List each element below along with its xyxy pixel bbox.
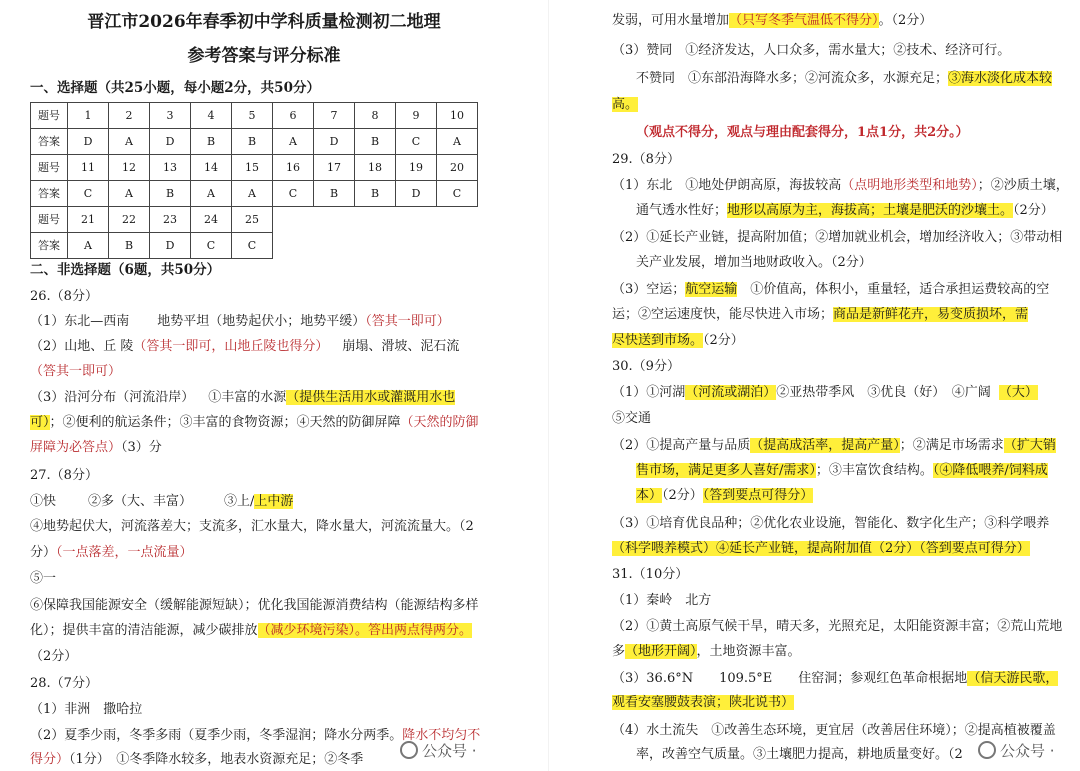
- watermark-right: [978, 740, 1055, 761]
- q30-title: 30.（9分）: [612, 359, 680, 374]
- table-cell: C: [437, 181, 478, 207]
- table-cell: D: [150, 129, 191, 155]
- q26-line6: [30, 439, 162, 456]
- table-cell-empty: [396, 233, 437, 259]
- table-cell: 19: [396, 155, 437, 181]
- table-cell: D: [68, 129, 109, 155]
- table-cell-empty: [437, 233, 478, 259]
- table-cell: 25: [232, 207, 273, 233]
- highlight: （答到要点可得分）: [702, 488, 814, 503]
- wechat-icon: [978, 741, 996, 759]
- q28-cont-line1: [612, 12, 932, 29]
- q29-line5: [612, 281, 1049, 298]
- highlight: 航空运输: [685, 282, 738, 297]
- table-cell: 5: [232, 103, 273, 129]
- text: （1）东北—西南: [30, 314, 130, 329]
- table-cell: A: [68, 233, 109, 259]
- text: （2）山地、丘 陵: [30, 339, 134, 354]
- text: 化）；提供丰富的清洁能源，减少碳排放: [30, 623, 258, 638]
- table-cell: 21: [68, 207, 109, 233]
- table-cell: C: [68, 181, 109, 207]
- highlight: （答到要点可得分）: [919, 541, 1030, 556]
- q26-title: 26.（8分）: [30, 289, 98, 304]
- highlight: （2分）: [872, 541, 920, 556]
- table-row: [31, 155, 478, 181]
- table-cell: C: [273, 181, 314, 207]
- q29-line4: 关产业发展，增加当地财政收入。（2分）: [636, 255, 872, 270]
- q31-line3: [612, 643, 801, 660]
- q31-line7: 率，改善空气质量。③土壤肥力提高，耕地质量变好。（2: [636, 747, 963, 762]
- q28-cont-line4: [612, 96, 638, 113]
- table-cell: B: [355, 129, 396, 155]
- text: （2）①提高产量与品质: [612, 438, 751, 453]
- text: 多: [612, 644, 626, 659]
- q27-line6: [30, 622, 472, 639]
- note: 得分）: [30, 752, 70, 767]
- text: 地势平坦（地势起伏小；地势平缓）: [157, 314, 366, 329]
- table-cell: 8: [355, 103, 396, 129]
- text: 崩塌、滑坡、泥石流: [342, 339, 460, 354]
- note: （答其一即可）: [365, 314, 450, 329]
- table-cell: B: [232, 129, 273, 155]
- q27-line5: ⑥保障我国能源安全（缓解能源短缺）；优化我国能源消费结构（能源结构多样: [30, 598, 479, 613]
- highlight: ③海水淡化成本较: [948, 71, 1053, 86]
- table-cell: 18: [355, 155, 396, 181]
- table-cell: 答案: [31, 233, 68, 259]
- highlight: 本）: [636, 488, 663, 503]
- table-cell: 7: [314, 103, 355, 129]
- table-cell: C: [396, 129, 437, 155]
- text: ；③丰富饮食结构。: [815, 463, 933, 478]
- q26-line2: [30, 338, 459, 355]
- table-cell: B: [314, 181, 355, 207]
- text: （2）夏季少雨，冬季多雨（夏季少雨，冬季湿润；降水分两季。: [30, 728, 403, 743]
- text: ①丰富的水源: [208, 390, 287, 405]
- table-cell: 9: [396, 103, 437, 129]
- table-cell: 题号: [31, 207, 68, 233]
- highlight: 尽快送到市场。: [612, 333, 704, 348]
- q26-line1: [30, 313, 450, 330]
- table-cell: B: [150, 181, 191, 207]
- note: （答其一即可，山地丘陵也得分）: [133, 339, 329, 354]
- q27-title: 27.（8分）: [30, 468, 98, 483]
- note: （天然的防御: [400, 415, 479, 430]
- text: （3）分: [121, 440, 162, 455]
- text: 不赞同 ①东部沿海降水多；②河流众多，水源充足；: [636, 71, 949, 86]
- q27-line3: [30, 544, 193, 561]
- table-cell: 20: [437, 155, 478, 181]
- q29-line6: [612, 306, 1028, 323]
- text: （2分）: [1013, 203, 1054, 218]
- table-cell: A: [437, 129, 478, 155]
- highlight: （科学喂养模式）④延长产业链，提高附加值: [612, 541, 873, 556]
- text: （3）空运；: [612, 282, 686, 297]
- table-cell: 题号: [31, 103, 68, 129]
- watermark-text: 公众号 ·: [1000, 742, 1055, 760]
- table-row: [31, 181, 478, 207]
- table-cell-empty: [273, 207, 314, 233]
- q29-title: 29.（8分）: [612, 152, 680, 167]
- text: 通气透水性好；: [636, 203, 728, 218]
- highlight: 售市场，满足更多人喜好/需求）: [636, 463, 816, 478]
- table-cell: 15: [232, 155, 273, 181]
- note: （点明地形类型和地势）: [841, 178, 978, 193]
- table-cell: 答案: [31, 129, 68, 155]
- highlight: 可）: [30, 415, 50, 430]
- table-cell: A: [273, 129, 314, 155]
- table-cell: C: [191, 233, 232, 259]
- table-row: [31, 103, 478, 129]
- wechat-icon: [400, 741, 418, 759]
- text: 。（2分）: [878, 13, 933, 28]
- q31-line4: [612, 670, 1058, 687]
- highlight: （提供生活用水或灌溉用水也: [286, 390, 456, 405]
- q28-line1: （1）非洲 撒哈拉: [30, 702, 143, 717]
- table-cell: 23: [150, 207, 191, 233]
- text: ①快: [30, 494, 57, 509]
- table-cell: 14: [191, 155, 232, 181]
- table-cell-empty: [396, 207, 437, 233]
- page-gutter: [548, 0, 549, 771]
- table-row: [31, 129, 478, 155]
- table-cell-empty: [314, 233, 355, 259]
- table-cell: 3: [150, 103, 191, 129]
- text: （3）沿河分布（河流沿岸）: [30, 390, 195, 405]
- q28-title: 28.（7分）: [30, 676, 98, 691]
- table-cell-empty: [437, 207, 478, 233]
- table-cell: 11: [68, 155, 109, 181]
- table-cell: 6: [273, 103, 314, 129]
- highlight: （提高成活率，提高产量）: [750, 438, 900, 453]
- table-cell-empty: [273, 233, 314, 259]
- q28-cont-line2: （3）赞同 ①经济发达，人口众多，需水量大；②技术、经济可行。: [612, 43, 1011, 58]
- q28-cont-line3: [636, 70, 1052, 87]
- highlight-note: （只写冬季气温低不得分）: [729, 13, 879, 28]
- highlight: （扩大销: [1003, 438, 1056, 453]
- table-cell: A: [191, 181, 232, 207]
- q30-line2: ⑤交通: [612, 411, 652, 426]
- q31-line6: （4）水土流失 ①改善生态环境，更宜居（改善居住环境）；②提高植被覆盖: [612, 723, 1056, 738]
- page-title: 晋江市2026年春季初中学科质量检测初二地理: [87, 12, 441, 32]
- table-cell-empty: [355, 207, 396, 233]
- q26-line3: （答其一即可）: [30, 364, 122, 379]
- table-cell: 题号: [31, 155, 68, 181]
- q29-line1: [612, 177, 1069, 194]
- highlight: 观看安塞腰鼓表演；陕北说书）: [612, 695, 795, 710]
- table-cell: 12: [109, 155, 150, 181]
- q30-line3: [612, 437, 1056, 454]
- note: 屏障为必答点）: [30, 440, 122, 455]
- text: （1）东北 ①地处伊朗高原，海拔较高: [612, 178, 842, 193]
- text: （2分）: [703, 333, 744, 348]
- table-cell: 2: [109, 103, 150, 129]
- q27-line7: （2分）: [30, 649, 78, 664]
- text: ①价值高，体积小，重量轻，适合承担运费较高的空: [737, 282, 1050, 297]
- q28-scoring-note: （观点不得分，观点与理由配套得分，1点1分，共2分。）: [636, 125, 969, 140]
- table-cell: 16: [273, 155, 314, 181]
- text: 运；②空运速度快，能尽快进入市场；: [612, 307, 834, 322]
- q26-line4: [30, 389, 455, 406]
- table-cell: 1: [68, 103, 109, 129]
- note: 降水不均匀不: [402, 728, 481, 743]
- q30-line7: [612, 540, 1030, 557]
- q31-line2: （2）①黄土高原气候干旱，晴天多，光照充足，太阳能资源丰富；②荒山荒地: [612, 619, 1063, 634]
- table-cell: B: [355, 181, 396, 207]
- q31-line5: [612, 694, 794, 711]
- table-cell: D: [396, 181, 437, 207]
- highlight: （地形开阔）: [625, 644, 697, 659]
- text: ③上/: [224, 494, 255, 509]
- text: （1）①河湖: [612, 385, 686, 400]
- highlight: 高。: [612, 97, 639, 112]
- q29-line3: （2）①延长产业链，提高附加值；②增加就业机会，增加经济收入；③带动相: [612, 230, 1063, 245]
- q30-line1: [612, 384, 1038, 401]
- table-cell-empty: [314, 207, 355, 233]
- table-cell: 17: [314, 155, 355, 181]
- table-cell: D: [150, 233, 191, 259]
- table-cell: B: [191, 129, 232, 155]
- highlight: （大）: [998, 385, 1038, 400]
- highlight: （信天游民歌，: [967, 671, 1059, 686]
- table-cell: A: [232, 181, 273, 207]
- text: ，土地资源丰富。: [696, 644, 801, 659]
- q31-title: 31.（10分）: [612, 567, 689, 582]
- q30-line6: （3）①培育优良品种；②优化农业设施，智能化、数字化生产；③科学喂养: [612, 516, 1050, 531]
- table-cell-empty: [355, 233, 396, 259]
- q31-line1: （1）秦岭 北方: [612, 593, 712, 608]
- watermark-text: 公众号 ·: [422, 742, 477, 760]
- q27-line4: ⑤一: [30, 571, 57, 586]
- q30-line4: [636, 462, 1048, 479]
- table-cell: C: [232, 233, 273, 259]
- text: 分）: [30, 545, 57, 560]
- q27-line2: ④地势起伏大，河流落差大；支流多，汇水量大，降水量大，河流流量大。（2: [30, 519, 474, 534]
- text: ；②便利的航运条件；③丰富的食物资源；④天然的防御屏障: [49, 415, 401, 430]
- highlight-note: （减少环境污染）。答出两点得两分。: [257, 623, 473, 638]
- text: （1分） ①冬季降水较多，地表水资源充足；②冬季: [69, 752, 364, 767]
- text: ②亚热带季风 ③优良（好） ④广阔: [776, 385, 991, 400]
- q27-line1: [30, 493, 293, 510]
- section1-heading: 一、选择题（共25小题，每小题2分，共50分）: [30, 80, 320, 96]
- table-cell: 13: [150, 155, 191, 181]
- table-cell: 10: [437, 103, 478, 129]
- table-cell: 4: [191, 103, 232, 129]
- q29-line7: [612, 332, 744, 349]
- page-subtitle: 参考答案与评分标准: [187, 46, 341, 66]
- table-cell: B: [109, 233, 150, 259]
- text: （3）36.6°N 109.5°E 住窑洞；参观红色革命根据地: [612, 671, 968, 686]
- q26-line5: [30, 414, 479, 431]
- q29-line2: [636, 202, 1054, 219]
- table-row: [31, 207, 478, 233]
- highlight: 地形以高原为主，海拔高；土壤是肥沃的沙壤土。: [727, 203, 1014, 218]
- text: 发弱，可用水量增加: [612, 13, 730, 28]
- table-cell: D: [314, 129, 355, 155]
- table-cell: A: [109, 181, 150, 207]
- highlight: （④降低喂养/饲料成: [932, 463, 1048, 478]
- q28-line3: [30, 751, 363, 768]
- section2-heading: 二、非选择题（6题，共50分）: [30, 262, 221, 278]
- q30-line5: [636, 487, 813, 504]
- table-cell: 22: [109, 207, 150, 233]
- table-cell: A: [109, 129, 150, 155]
- note: （一点落差，一点流量）: [56, 545, 193, 560]
- table-cell: 24: [191, 207, 232, 233]
- table-row: [31, 233, 478, 259]
- highlight: （河流或湖泊）: [685, 385, 777, 400]
- text: ；②沙质土壤，: [977, 178, 1069, 193]
- text: ；②满足市场需求: [899, 438, 1004, 453]
- answer-table: [30, 102, 478, 259]
- highlight: 上中游: [254, 494, 294, 509]
- highlight: 商品是新鲜花卉，易变质损坏，需: [833, 307, 1029, 322]
- text: （2分）: [662, 488, 703, 503]
- text: ②多（大、丰富）: [88, 494, 193, 509]
- watermark-left: [400, 740, 477, 761]
- table-cell: 答案: [31, 181, 68, 207]
